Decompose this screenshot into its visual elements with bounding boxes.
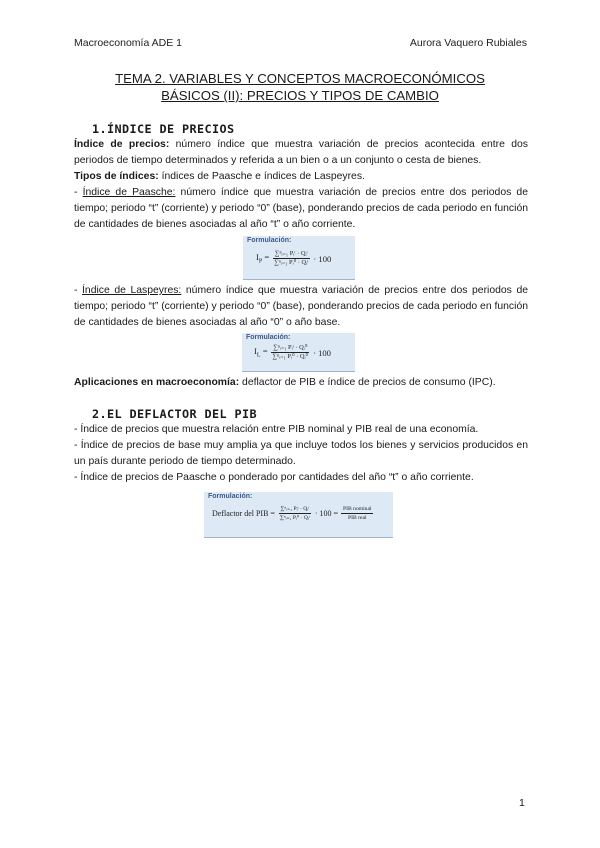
paasche-label: Índice de Paasche: bbox=[82, 187, 176, 198]
deflactor-item-3: - Índice de precios de Paasche o ponderado por cantidades del año “t” o año corriente. bbox=[74, 472, 474, 483]
laspeyres-text: número índice que muestra variación de precios entre dos periodos de tiempo; periodo “t” (corriente) y periodo “0” (base), ponderando precios de cada periodo en función de cantidades de bienes asociadas al año “0” o año base. bbox=[74, 285, 528, 328]
formula-paasche-lhs: $I_P$ = bbox=[256, 252, 270, 265]
laspeyres-label: Índice de Laspeyres: bbox=[82, 285, 182, 296]
title-line-2: BÁSICOS (II): PRECIOS Y TIPOS DE CAMBIO bbox=[161, 88, 439, 103]
formula-laspeyres-denominator: ∑ⁿᵢ₌₁ Pᵢ⁰ · Qᵢ⁰ bbox=[272, 353, 309, 360]
paasche-definition bbox=[74, 185, 528, 233]
formula-paasche bbox=[243, 236, 355, 280]
formula-deflactor-pib-real: PIB real bbox=[348, 515, 367, 521]
tipos-text: índices de Paasche e índices de Laspeyres. bbox=[158, 171, 365, 182]
formula-deflactor-pib-fraction bbox=[341, 505, 373, 522]
formula-laspeyres-numerator: ∑ⁿᵢ₌₁ Pᵢᵗ · Qᵢ⁰ bbox=[273, 344, 308, 351]
aplicaciones-text: deflactor de PIB e índice de precios de consumo (IPC). bbox=[239, 377, 496, 388]
formula-laspeyres-fraction bbox=[271, 344, 311, 361]
formula-paasche-denominator: ∑ⁿᵢ₌₁ Pᵢ⁰ · Qᵢᵗ bbox=[274, 259, 309, 266]
formula-deflactor-denominator: ∑ⁿᵢ₌₁ Pᵢ⁰ · Qᵢᵗ bbox=[279, 515, 310, 521]
tipos-indices bbox=[74, 169, 528, 185]
laspeyres-prefix: - bbox=[74, 285, 83, 296]
header-course: Macroeconomía ADE 1 bbox=[74, 37, 182, 49]
formula-laspeyres-label: Formulación: bbox=[246, 334, 291, 341]
indice-label: Índice de precios: bbox=[74, 139, 170, 150]
laspeyres-definition bbox=[74, 283, 528, 331]
formula-deflactor-expression bbox=[212, 505, 376, 522]
title-line-1: TEMA 2. VARIABLES Y CONCEPTOS MACROECONÓMICOS bbox=[115, 71, 485, 86]
page-number: 1 bbox=[519, 797, 525, 809]
page-title bbox=[60, 70, 540, 104]
section-2-heading: 2.EL DEFLACTOR DEL PIB bbox=[92, 407, 258, 421]
paasche-text: número índice que muestra variación de precios entre dos periodos de tiempo; periodo “t” (corriente) y periodo “0” (base), ponderando precios de cada periodo en función de cantidades de bienes asociadas al año “t” o año corriente. bbox=[74, 187, 528, 230]
formula-laspeyres-tail: · 100 bbox=[313, 347, 331, 358]
formula-paasche-tail: · 100 bbox=[313, 253, 332, 264]
formula-deflactor-label: Formulación: bbox=[208, 493, 253, 500]
formula-deflactor-pib-nominal: PIB nominal bbox=[343, 506, 372, 512]
header-author: Aurora Vaquero Rubiales bbox=[409, 37, 527, 49]
formula-laspeyres bbox=[242, 333, 355, 372]
paasche-prefix: - bbox=[74, 187, 83, 198]
formula-laspeyres-expression bbox=[254, 344, 331, 361]
aplicaciones-macroeconomia bbox=[74, 375, 528, 391]
formula-paasche-fraction bbox=[272, 250, 310, 267]
formula-deflactor-mid: · 100 = bbox=[314, 509, 339, 518]
formula-paasche-label: Formulación: bbox=[247, 237, 292, 244]
definition-indice-precios bbox=[74, 137, 528, 169]
section-1-heading: 1.ÍNDICE DE PRECIOS bbox=[92, 122, 235, 136]
formula-paasche-expression bbox=[256, 250, 331, 267]
deflactor-item-2: - Índice de precios de base muy amplia ya que incluye todos los bienes y servicios producidos en un país durante periodo de tiempo determinado. bbox=[74, 440, 528, 467]
formula-paasche-numerator: ∑ⁿᵢ₌₁ Pᵢᵗ · Qᵢᵗ bbox=[274, 250, 308, 257]
aplicaciones-label: Aplicaciones en macroeconomía: bbox=[74, 377, 240, 388]
formula-deflactor bbox=[204, 492, 393, 538]
deflactor-item-1: - Índice de precios que muestra relación entre PIB nominal y PIB real de una economía. bbox=[74, 424, 479, 435]
formula-laspeyres-lhs: $I_L$ = bbox=[254, 346, 268, 359]
indice-text: número índice que muestra variación de precios acontecida entre dos periodos de tiempo determinados y referida a un bien o a un conjunto o cesta de bienes. bbox=[74, 139, 528, 166]
formula-deflactor-lhs: Deflactor del PIB = bbox=[212, 509, 275, 518]
formula-deflactor-fraction bbox=[278, 505, 312, 522]
tipos-label: Tipos de índices: bbox=[74, 171, 159, 182]
formula-deflactor-numerator: ∑ⁿᵢ₌₁ Pᵢᵗ · Qᵢᵗ bbox=[280, 506, 310, 512]
